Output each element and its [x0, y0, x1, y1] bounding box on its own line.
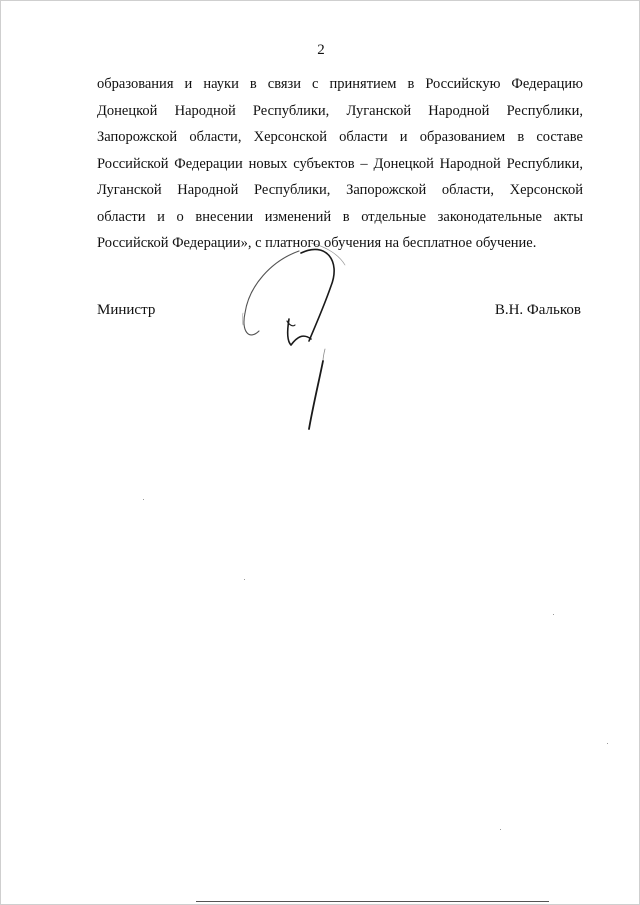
- signer-title: Министр: [97, 302, 156, 318]
- handwritten-signature: [231, 241, 371, 441]
- scan-speck: [607, 743, 608, 744]
- scan-speck: [244, 579, 245, 580]
- paragraph-line: Донецкой Народной Республики, Луганской Народной Республики,: [97, 102, 583, 119]
- paragraph: [97, 71, 583, 257]
- scan-speck: [143, 499, 144, 500]
- paragraph-line: области и о внесении изменений в отдельные законодательные акты: [97, 208, 583, 225]
- paragraph-line: Запорожской области, Херсонской области и образованием в составе: [97, 129, 583, 145]
- signer-name: В.Н. Фальков: [494, 302, 581, 318]
- paragraph-line: Луганской Народной Республики, Запорожской области, Херсонской: [97, 182, 583, 198]
- scan-speck: [553, 614, 554, 615]
- scan-speck: [500, 829, 501, 830]
- scan-bottom-edge: [196, 901, 549, 902]
- paragraph-line: Российской Федерации», с платного обучения на бесплатное обучение.: [97, 235, 537, 251]
- page-number: 2: [317, 42, 325, 58]
- paragraph-line: образования и науки в связи с принятием в Российскую Федерацию: [97, 76, 583, 92]
- paragraph-line: Российской Федерации новых субъектов – Донецкой Народной Республики,: [97, 155, 583, 172]
